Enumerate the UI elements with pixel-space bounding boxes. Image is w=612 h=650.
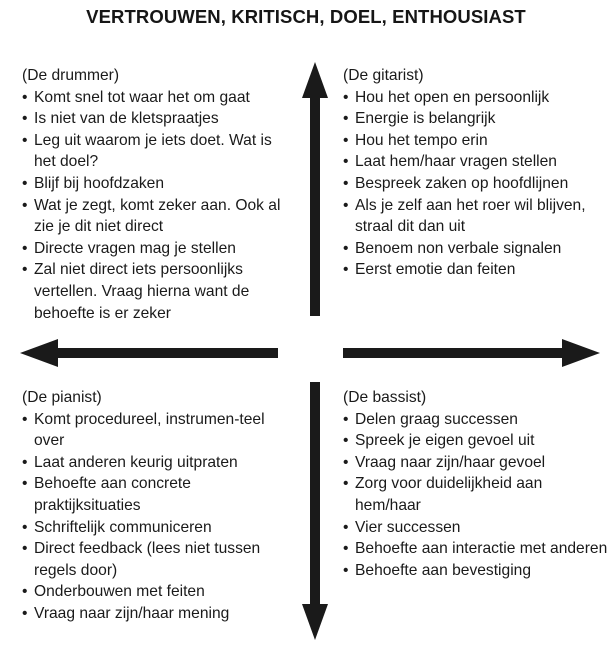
list-item: • Hou het tempo erin: [343, 130, 608, 152]
list-item: • Vraag naar zijn/haar gevoel: [343, 452, 608, 474]
list-item: • Directe vragen mag je stellen: [22, 238, 294, 260]
list-item: • Zorg voor duidelijkheid aan hem/haar: [343, 473, 608, 516]
list-item: • Hou het open en persoonlijk: [343, 87, 608, 109]
arrow-left-icon: [20, 339, 278, 367]
list-item: • Delen graag successen: [343, 409, 608, 431]
quadrant-heading: (De gitarist): [343, 67, 424, 84]
arrow-up-icon: [302, 62, 328, 316]
list-item: • Behoefte aan interactie met anderen: [343, 538, 608, 560]
list-item: • Is niet van de kletspraatjes: [22, 108, 294, 130]
list-item: • Leg uit waarom je iets doet. Wat is het doel?: [22, 130, 294, 173]
list-item: • Onderbouwen met feiten: [22, 581, 294, 603]
page-title: VERTROUWEN, KRITISCH, DOEL, ENTHOUSIAST: [86, 6, 526, 27]
arrow-right-icon: [343, 339, 600, 367]
list-item: • Laat anderen keurig uitpraten: [22, 452, 294, 474]
list-item: • Spreek je eigen gevoel uit: [343, 430, 608, 452]
list-item: • Blijf bij hoofdzaken: [22, 173, 294, 195]
list-item: • Behoefte aan bevestiging: [343, 560, 608, 582]
quadrant-heading: (De bassist): [343, 389, 427, 406]
list-item: • Wat je zegt, komt zeker aan. Ook al zie je dit niet direct: [22, 195, 294, 238]
arrow-down-icon: [302, 382, 328, 640]
list-item: • Schriftelijk communiceren: [22, 517, 294, 539]
list-item: • Vraag naar zijn/haar mening: [22, 603, 294, 625]
list-item: • Bespreek zaken op hoofdlijnen: [343, 173, 608, 195]
quadrant-heading: (De drummer): [22, 67, 120, 84]
list-item: • Vier successen: [343, 517, 608, 539]
list-item: • Als je zelf aan het roer wil blijven, straal dit dan uit: [343, 195, 608, 238]
list-item: • Laat hem/haar vragen stellen: [343, 151, 608, 173]
list-item: • Komt procedureel, instrumen-teel over: [22, 409, 294, 452]
list-item: • Direct feedback (lees niet tussen regels door): [22, 538, 294, 581]
list-item: • Benoem non verbale signalen: [343, 238, 608, 260]
list-item: • Behoefte aan concrete praktijksituaties: [22, 473, 294, 516]
quadrant-heading: (De pianist): [22, 389, 102, 406]
list-item: • Komt snel tot waar het om gaat: [22, 87, 294, 109]
list-item: • Energie is belangrijk: [343, 108, 608, 130]
list-item: • Zal niet direct iets persoonlijks vertellen. Vraag hierna want de behoefte is er zeker: [22, 259, 294, 324]
list-item: • Eerst emotie dan feiten: [343, 259, 608, 281]
